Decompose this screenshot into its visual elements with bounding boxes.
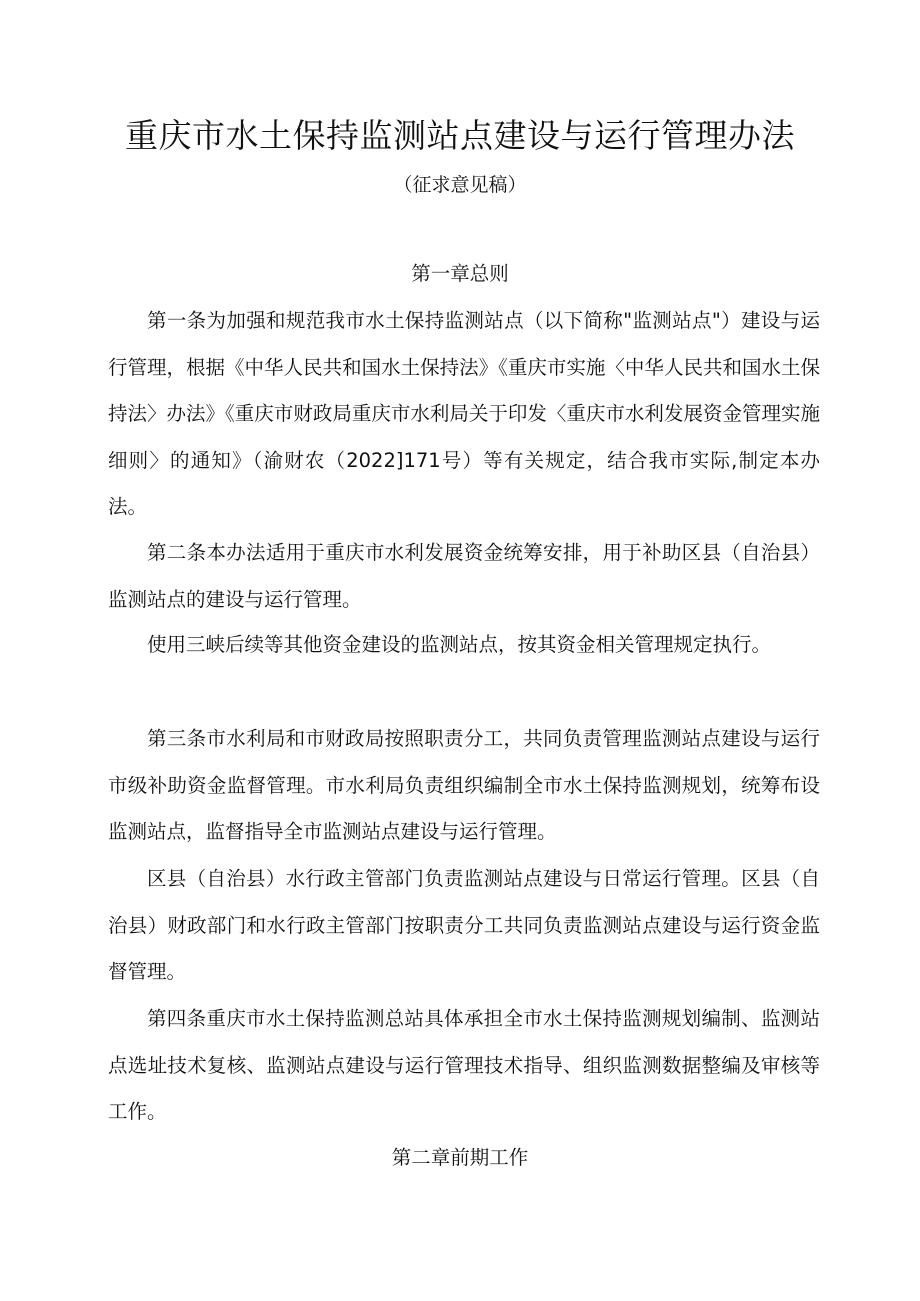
paragraph-article-3: 第三条市水利局和市财政局按照职责分工，共同负责管理监测站点建设与运行市级补助资金监督管理。市水利局负责组织编制全市水土保持监测规划，统筹布设监测站点，监督指导全市监测站点建设与运行管理。 bbox=[108, 727, 820, 843]
chapter-heading-2: 第二章前期工作 bbox=[391, 1146, 529, 1169]
paragraph-article-4: 第四条重庆市水土保持监测总站具体承担全市水土保持监测规划编制、监测站点选址技术复核、监测站点建设与运行管理技术指导、组织监测数据整编及审核等工作。 bbox=[108, 1007, 820, 1123]
paragraph-article-1: 第一条为加强和规范我市水土保持监测站点（以下简称"监测站点"）建设与运行管理，根据《中华人民共和国水土保持法》《重庆市实施〈中华人民共和国水土保持法〉办法》《重庆市财政局重庆市水利局关于印发〈重庆市水利发展资金管理实施细则〉的通知》（渝财农（2022]171号）等有关规定，结合我市实际,制定本办法。 bbox=[108, 309, 820, 518]
document-title: 重庆市水土保持监测站点建设与运行管理办法 bbox=[125, 116, 795, 155]
paragraph-article-2-note: 使用三峡后续等其他资金建设的监测站点，按其资金相关管理规定执行。 bbox=[147, 633, 772, 656]
document-subtitle: （征求意见稿） bbox=[393, 174, 527, 196]
chapter-heading-1: 第一章总则 bbox=[411, 262, 509, 285]
paragraph-article-2: 第二条本办法适用于重庆市水利发展资金统筹安排，用于补助区县（自治县）监测站点的建设与运行管理。 bbox=[108, 541, 820, 611]
paragraph-article-3-county: 区县（自治县）水行政主管部门负责监测站点建设与日常运行管理。区县（自治县）财政部门和水行政主管部门按职责分工共同负责监测站点建设与运行资金监督管理。 bbox=[108, 867, 820, 983]
